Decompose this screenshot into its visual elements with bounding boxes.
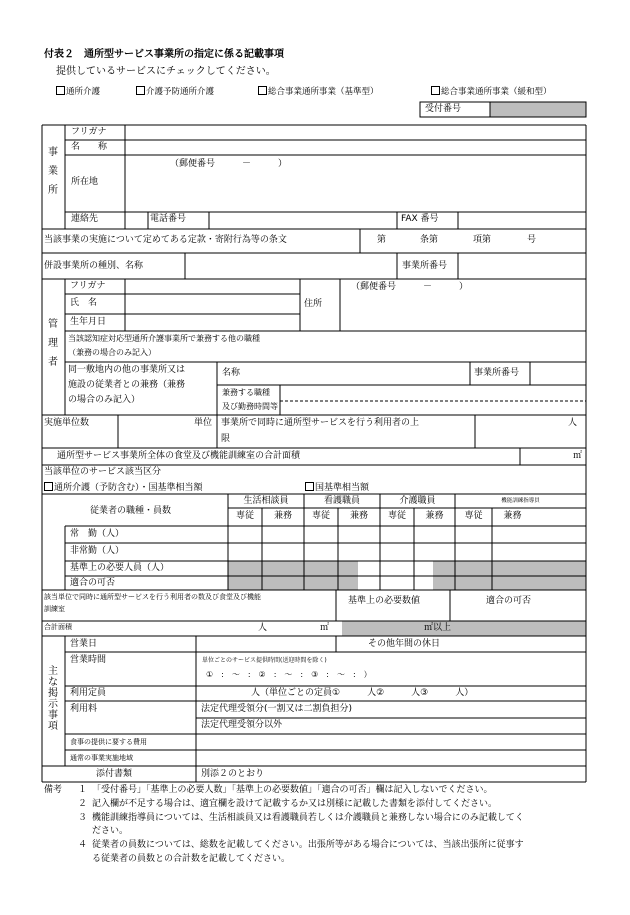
role-trainer: 機能訓練指導員: [501, 498, 540, 504]
manager-name-label: 氏 名: [70, 298, 98, 308]
capacity-limit-label-1: 事業所で同時に通所型サービスを行う利用者の上: [221, 418, 420, 428]
total-area-label: 通所型サービス事業所全体の食堂及び機能訓練室の合計面積: [57, 451, 301, 461]
receipt-number-label: 受付番号: [425, 104, 462, 114]
holidays-label: その他年間の休日: [368, 639, 441, 649]
staff-header: 従業者の職種・員数: [90, 506, 172, 516]
office-name-label: 名 称: [71, 142, 108, 152]
row-fitness: 適合の可否: [70, 578, 116, 588]
business-hours-note: 単位ごとのサービス提供時間(送迎時間を除く): [202, 657, 327, 664]
manager-dual-field[interactable]: [320, 332, 585, 361]
fee-other: 法定代理受領分以外: [201, 720, 283, 730]
role-nurse: 看護職員: [323, 496, 360, 506]
manager-facility-name-field[interactable]: [250, 363, 469, 384]
office-phone-field[interactable]: [210, 213, 396, 228]
capacity-limit-field[interactable]: [476, 416, 564, 447]
capacity-notice-format[interactable]: 人（単位ごとの定員① 人② 人③ 人）: [251, 688, 474, 698]
office-name-field[interactable]: [126, 141, 585, 154]
manager-postal: （郵便番号 － ）: [351, 282, 469, 292]
office-postal: （郵便番号 － ）: [170, 159, 288, 169]
manager-birth-field[interactable]: [126, 315, 299, 330]
office-address-field[interactable]: [126, 172, 585, 211]
manager-address-label: 住所: [304, 299, 323, 309]
articles-jo: 条第: [420, 235, 439, 245]
sub-caregiver-dual: 兼務: [425, 511, 444, 521]
manager-job-field[interactable]: [281, 386, 585, 414]
sub-consultant-full: 専従: [235, 511, 254, 521]
manager-furigana-field[interactable]: [126, 280, 299, 293]
remark-4-text-2: る従業者の員数との合計数を記載してください。: [92, 854, 291, 864]
articles-dai: 第: [377, 235, 387, 245]
remark-3-text-2: ださい。: [92, 826, 129, 836]
manager-other-label-1: 同一敷地内の他の事業所又は: [68, 365, 186, 375]
office-fax-field[interactable]: [459, 213, 585, 228]
adjoining-office-no-field[interactable]: [459, 254, 585, 278]
manager-facility-name-label: 名称: [222, 368, 241, 378]
fee-statutory: 法定代理受領分(一割又は二割負担分): [201, 704, 353, 714]
business-hours-label: 営業時間: [70, 655, 107, 665]
role-caregiver: 介護職員: [399, 496, 436, 506]
meal-cost-field[interactable]: [197, 735, 585, 749]
remark-4-text-1: 従業者の員数については、総数を記載してください。出張所等がある場合については、当該出張所に従事す: [92, 840, 524, 850]
checkbox-icon: [44, 482, 53, 491]
manager-other-label-2: 施設の従業者との兼務（兼務: [68, 380, 186, 390]
meal-cost-label: 食事の提供に要する費用: [70, 738, 147, 746]
checkbox-icon: [431, 86, 440, 95]
total-area-field[interactable]: [521, 449, 571, 464]
capacity-label-3: 合計面積: [44, 623, 72, 631]
form-instruction: 提供しているサービスにチェックしてください。: [56, 66, 276, 77]
capacity-sqm-unit: ㎡: [320, 623, 330, 633]
checkbox-icon: [136, 86, 145, 95]
remark-1-number: １: [78, 785, 88, 795]
attachment-value: 別添２のとおり: [201, 769, 265, 779]
sub-caregiver-full: 専従: [387, 511, 406, 521]
manager-furigana-label: フリガナ: [70, 281, 106, 291]
remark-3-text-1: 機能訓練指導員については、生活相談員又は看護職員若しくは介護職員と兼務しない場合にのみ記載してく: [92, 813, 524, 823]
service-checkbox-4[interactable]: 総合事業通所事業（緩和型）: [431, 86, 552, 97]
adjoining-field[interactable]: [186, 254, 396, 278]
remark-2-text: 記入欄が不足する場合は、適宜欄を設けて記載するか又は別様に記載した書類を添付してください。: [92, 799, 498, 809]
capacity-shade: [342, 621, 586, 636]
sub-trainer-dual: 兼務: [503, 511, 522, 521]
office-furigana-label: フリガナ: [71, 127, 107, 137]
manager-dual-label-1: 当該認知症対応型通所介護事業所で兼務する他の職種: [68, 334, 260, 343]
service-area-field[interactable]: [197, 751, 585, 765]
sub-nurse-full: 専従: [311, 511, 330, 521]
checkbox-icon: [258, 86, 267, 95]
unit-suffix: 単位: [194, 418, 213, 428]
role-consultant: 生活相談員: [243, 496, 289, 506]
office-section-label: 事 業 所: [48, 147, 58, 196]
manager-job-label-2: 及び勤務時間等: [222, 402, 278, 411]
remark-3-number: ３: [78, 813, 88, 823]
capacity-label-1: 該当単位で同時に通所型サービスを行う利用者の数及び食堂及び機能: [44, 593, 261, 601]
manager-name-field[interactable]: [126, 295, 299, 313]
office-furigana-field[interactable]: [126, 126, 585, 139]
category-checkbox-2[interactable]: 国基準相当額: [305, 482, 369, 493]
remark-4-number: ４: [78, 840, 88, 850]
manager-office-no-label: 事業所番号: [474, 368, 520, 378]
attachment-label: 添付書類: [96, 769, 133, 779]
manager-address-field[interactable]: [341, 294, 585, 330]
sub-consultant-dual: 兼務: [273, 511, 292, 521]
business-hours-format[interactable]: ① : ～ : ② : ～ : ③ : ～ : ）: [206, 670, 372, 679]
form-title: 付表２ 通所型サービス事業所の指定に係る記載事項: [44, 49, 284, 60]
capacity-label-2: 訓練室: [44, 605, 65, 613]
articles-ko: 項第: [473, 235, 492, 245]
unit-count-field[interactable]: [119, 416, 191, 447]
manager-job-label-1: 兼務する職種: [222, 388, 270, 397]
capacity-limit-label-2: 限: [221, 434, 231, 444]
total-area-unit: ㎡: [573, 451, 583, 461]
manager-other-label-3: の場合のみ記入）: [68, 395, 141, 405]
notices-section-label: 主 な 掲 示 事 項: [48, 666, 58, 732]
capacity-person-field[interactable]: [200, 622, 255, 635]
category-checkbox-1[interactable]: 通所介護（予防含む）・国基準相当額: [44, 482, 203, 493]
unit-count-label: 実施単位数: [44, 418, 90, 428]
checkbox-icon: [56, 86, 65, 95]
office-address-label: 所在地: [71, 177, 99, 187]
capacity-notice-label: 利用定員: [70, 688, 107, 698]
service-checkbox-3[interactable]: 総合事業通所事業（基準型）: [258, 86, 379, 97]
sub-nurse-dual: 兼務: [349, 511, 368, 521]
office-fax-label: FAX 番号: [401, 214, 439, 224]
adjoining-office-no-label: 事業所番号: [402, 261, 448, 271]
manager-dual-label-2: （兼務の場合のみ記入）: [68, 348, 156, 357]
fee-statutory-field[interactable]: [380, 702, 585, 717]
service-area-label: 通常の事業実施地域: [70, 754, 133, 762]
service-checkbox-2[interactable]: 介護予防通所介護: [136, 86, 214, 97]
capacity-person-unit: 人: [258, 623, 268, 633]
service-checkbox-1[interactable]: 通所介護: [56, 86, 100, 97]
adjoining-label: 併設事業所の種別、名称: [44, 261, 144, 271]
capacity-required-label: 基準上の必要数値: [348, 596, 421, 606]
manager-section-label: 管 理 者: [48, 319, 58, 368]
capacity-fit-label: 適合の可否: [486, 596, 532, 606]
articles-label: 当該事業の実施について定めてある定款・寄附行為等の条文: [44, 235, 287, 245]
business-days-field[interactable]: [197, 637, 335, 651]
holidays-field[interactable]: [460, 637, 585, 651]
capacity-sqm-min: ㎡以上: [424, 623, 452, 633]
articles-go: 号: [527, 235, 537, 245]
business-days-label: 営業日: [70, 639, 98, 649]
row-fulltime: 常 勤（人）: [70, 529, 125, 539]
receipt-number-field[interactable]: [491, 103, 585, 116]
remark-2-number: ２: [78, 799, 88, 809]
office-contact-label: 連絡先: [71, 214, 99, 224]
checkbox-icon: [305, 482, 314, 491]
remark-1-text: 「受付番号」「基準上の必要人数」「基準上の必要数値」「適合の可否」欄は記入しないでください。: [92, 785, 493, 795]
office-phone-label: 電話番号: [150, 214, 187, 224]
sub-trainer-full: 専従: [464, 511, 483, 521]
fee-label: 利用料: [70, 704, 98, 714]
category-label: 当該単位のサービス該当区分: [44, 467, 162, 477]
row-required: 基準上の必要人員（人）: [70, 563, 170, 573]
manager-office-no-field[interactable]: [531, 363, 585, 384]
remarks-label: 備考: [44, 785, 63, 795]
capacity-limit-unit: 人: [568, 418, 578, 428]
fee-other-field[interactable]: [300, 719, 585, 733]
manager-birth-label: 生年月日: [70, 317, 107, 327]
row-parttime: 非常勤（人）: [70, 546, 125, 556]
